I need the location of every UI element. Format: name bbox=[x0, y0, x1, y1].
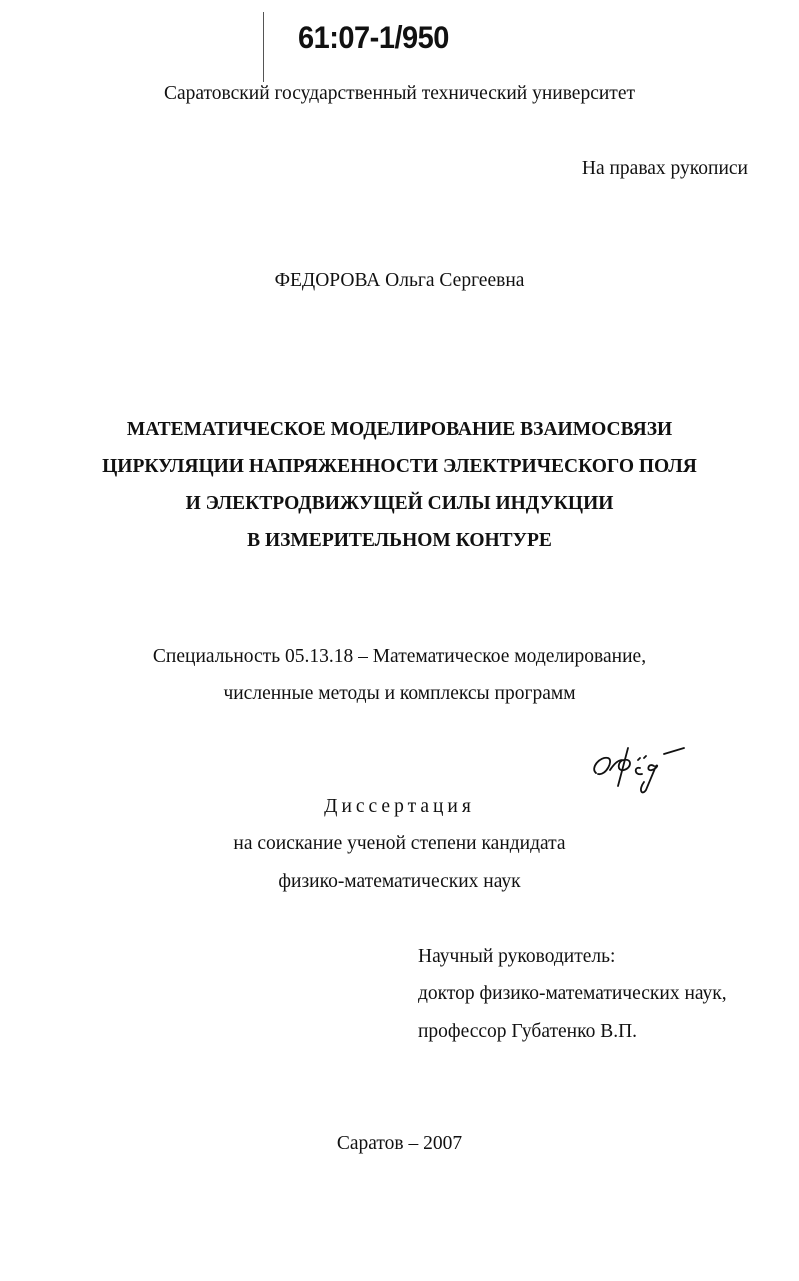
handwritten-signature bbox=[588, 738, 698, 798]
title-line: ЦИРКУЛЯЦИИ НАПРЯЖЕННОСТИ ЭЛЕКТРИЧЕСКОГО ПОЛЯ bbox=[102, 456, 697, 477]
manuscript-note: На правах рукописи bbox=[581, 158, 748, 179]
university-name: Саратовский государственный технический университет bbox=[163, 83, 636, 104]
work-type: Диссертация bbox=[324, 796, 475, 817]
library-stamp: 61:07-1/950 bbox=[298, 20, 449, 56]
specialty-line: Специальность 05.13.18 – Математическое моделирование, bbox=[152, 646, 647, 667]
supervisor-name: профессор Губатенко В.П. bbox=[418, 1021, 638, 1042]
author-name: ФЕДОРОВА Ольга Сергеевна bbox=[274, 270, 525, 291]
supervisor-label: Научный руководитель: bbox=[418, 946, 616, 967]
place-year: Саратов – 2007 bbox=[336, 1133, 463, 1154]
degree-line: на соискание ученой степени кандидата bbox=[233, 833, 566, 854]
margin-line bbox=[263, 12, 264, 82]
title-line: МАТЕМАТИЧЕСКОЕ МОДЕЛИРОВАНИЕ ВЗАИМОСВЯЗИ bbox=[126, 419, 673, 440]
specialty-line: численные методы и комплексы программ bbox=[223, 683, 576, 704]
supervisor-degree: доктор физико-математических наук, bbox=[418, 983, 727, 1004]
degree-line: физико-математических наук bbox=[278, 871, 521, 892]
title-line: И ЭЛЕКТРОДВИЖУЩЕЙ СИЛЫ ИНДУКЦИИ bbox=[185, 493, 614, 514]
title-line: В ИЗМЕРИТЕЛЬНОМ КОНТУРЕ bbox=[247, 530, 552, 551]
